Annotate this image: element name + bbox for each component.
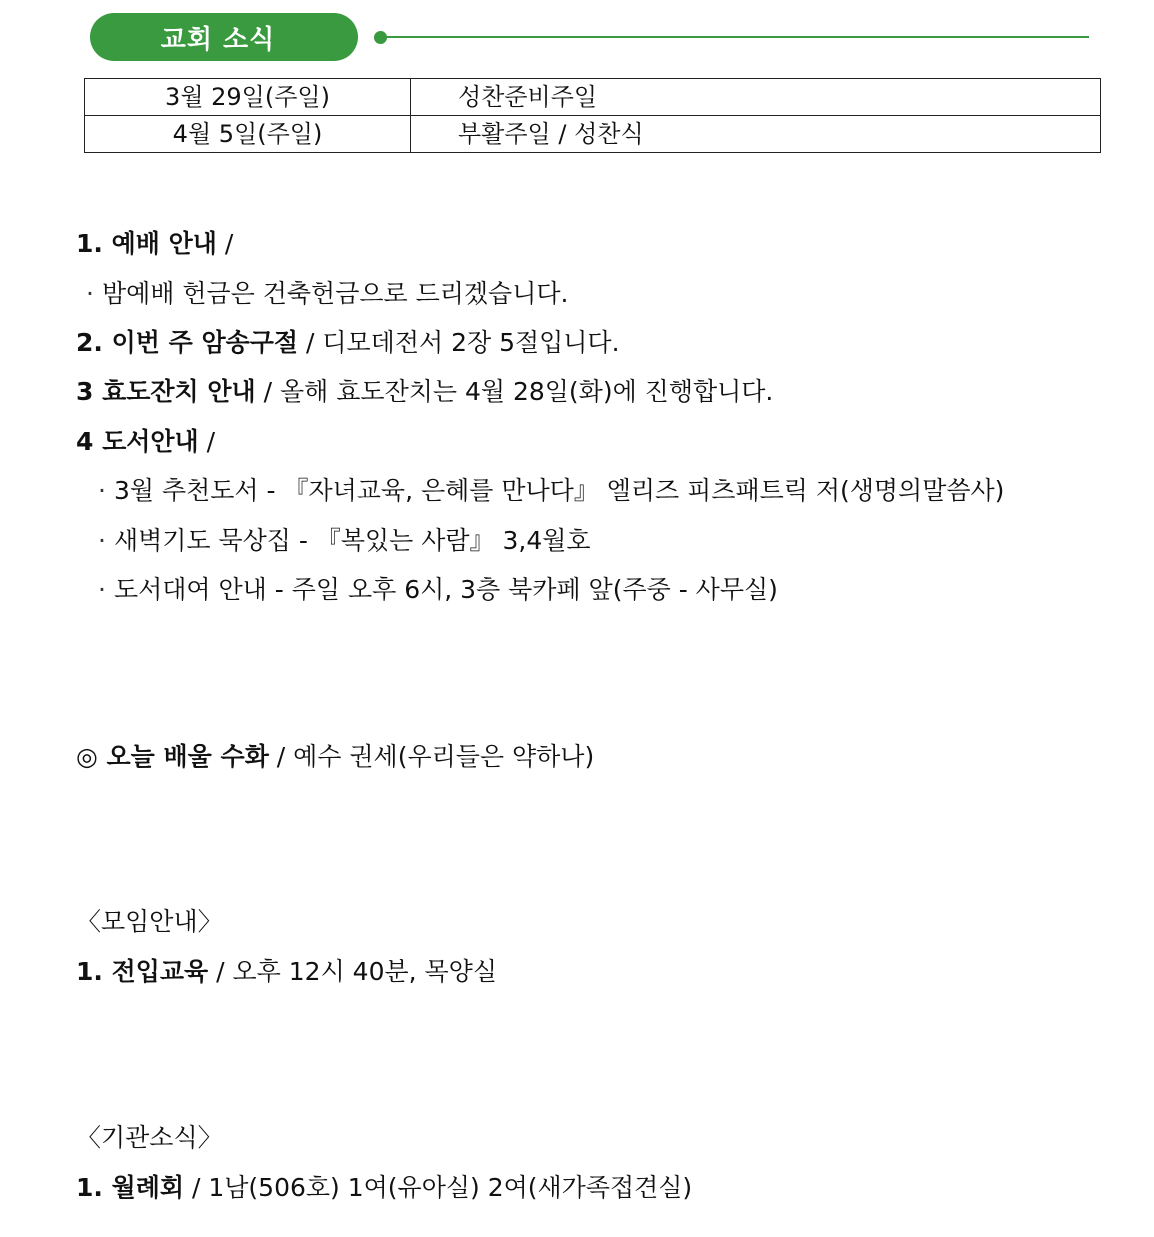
agency-item-title: 1. 월례회 [76,1173,185,1202]
header-divider-line [386,36,1089,38]
notice-bullet [98,573,778,607]
notice-item-text: / 올해 효도잔치는 4월 28일(화)에 진행합니다. [255,377,774,406]
notice-item-title: 2. 이번 주 암송구절 [76,328,299,357]
double-circle-icon: ◎ [76,742,98,771]
notice-bullet-text: 3월 추천도서 - 『자녀교육, 은혜를 만나다』 엘리즈 피츠패트릭 저(생명의말씀사) [113,476,1005,505]
schedule-event: 부활주일 / 성찬식 [411,116,1101,153]
notice-bullet [98,474,1004,508]
bullet-icon: · [98,526,106,555]
bullet-icon: · [98,575,106,604]
meeting-item-1 [76,955,497,989]
notice-item-text: / 디모데전서 2장 5절입니다. [298,328,620,357]
hymn-text: / 예수 권세(우리들은 약하나) [268,742,595,771]
notice-item-1 [76,227,233,261]
notice-bullet [86,277,568,311]
notice-item-3 [76,375,773,409]
table-row [85,116,1101,153]
agency-item-text: / 1남(506호) 1여(유아실) 2여(새가족접견실) [184,1173,693,1202]
notice-bullet-text: 새벽기도 묵상집 - 『복있는 사람』 3,4월호 [113,526,591,555]
meeting-item-title: 1. 전입교육 [76,957,209,986]
notice-bullet [98,524,591,558]
table-row [85,79,1101,116]
notice-item-title: 3 효도잔치 안내 [76,377,256,406]
notice-bullet-text: 밤예배 헌금은 건축헌금으로 드리겠습니다. [101,279,569,308]
notice-item-separator: / [216,229,234,258]
schedule-date: 4월 5일(주일) [85,116,411,153]
schedule-table [84,78,1101,153]
meeting-heading: 〈모임안내〉 [76,907,223,936]
agency-item-1 [76,1171,692,1205]
agency-heading: 〈기관소식〉 [76,1123,223,1152]
bullet-icon: · [98,476,106,505]
notice-item-title: 4 도서안내 [76,427,199,456]
schedule-date: 3월 29일(주일) [85,79,411,116]
schedule-event: 성찬준비주일 [411,79,1101,116]
hymn-notice [76,740,594,774]
notice-item-title: 1. 예배 안내 [76,229,217,258]
notice-item-separator: / [198,427,216,456]
notice-bullet-text: 도서대여 안내 - 주일 오후 6시, 3층 북카페 앞(주중 - 사무실) [113,575,778,604]
notice-item-2 [76,326,620,360]
section-header-pill [90,13,358,61]
notice-item-4 [76,425,215,459]
section-title: 교회 소식 [160,24,276,55]
hymn-title: 오늘 배울 수화 [97,742,269,771]
bullet-icon: · [86,279,94,308]
meeting-item-text: / 오후 12시 40분, 목양실 [208,957,497,986]
